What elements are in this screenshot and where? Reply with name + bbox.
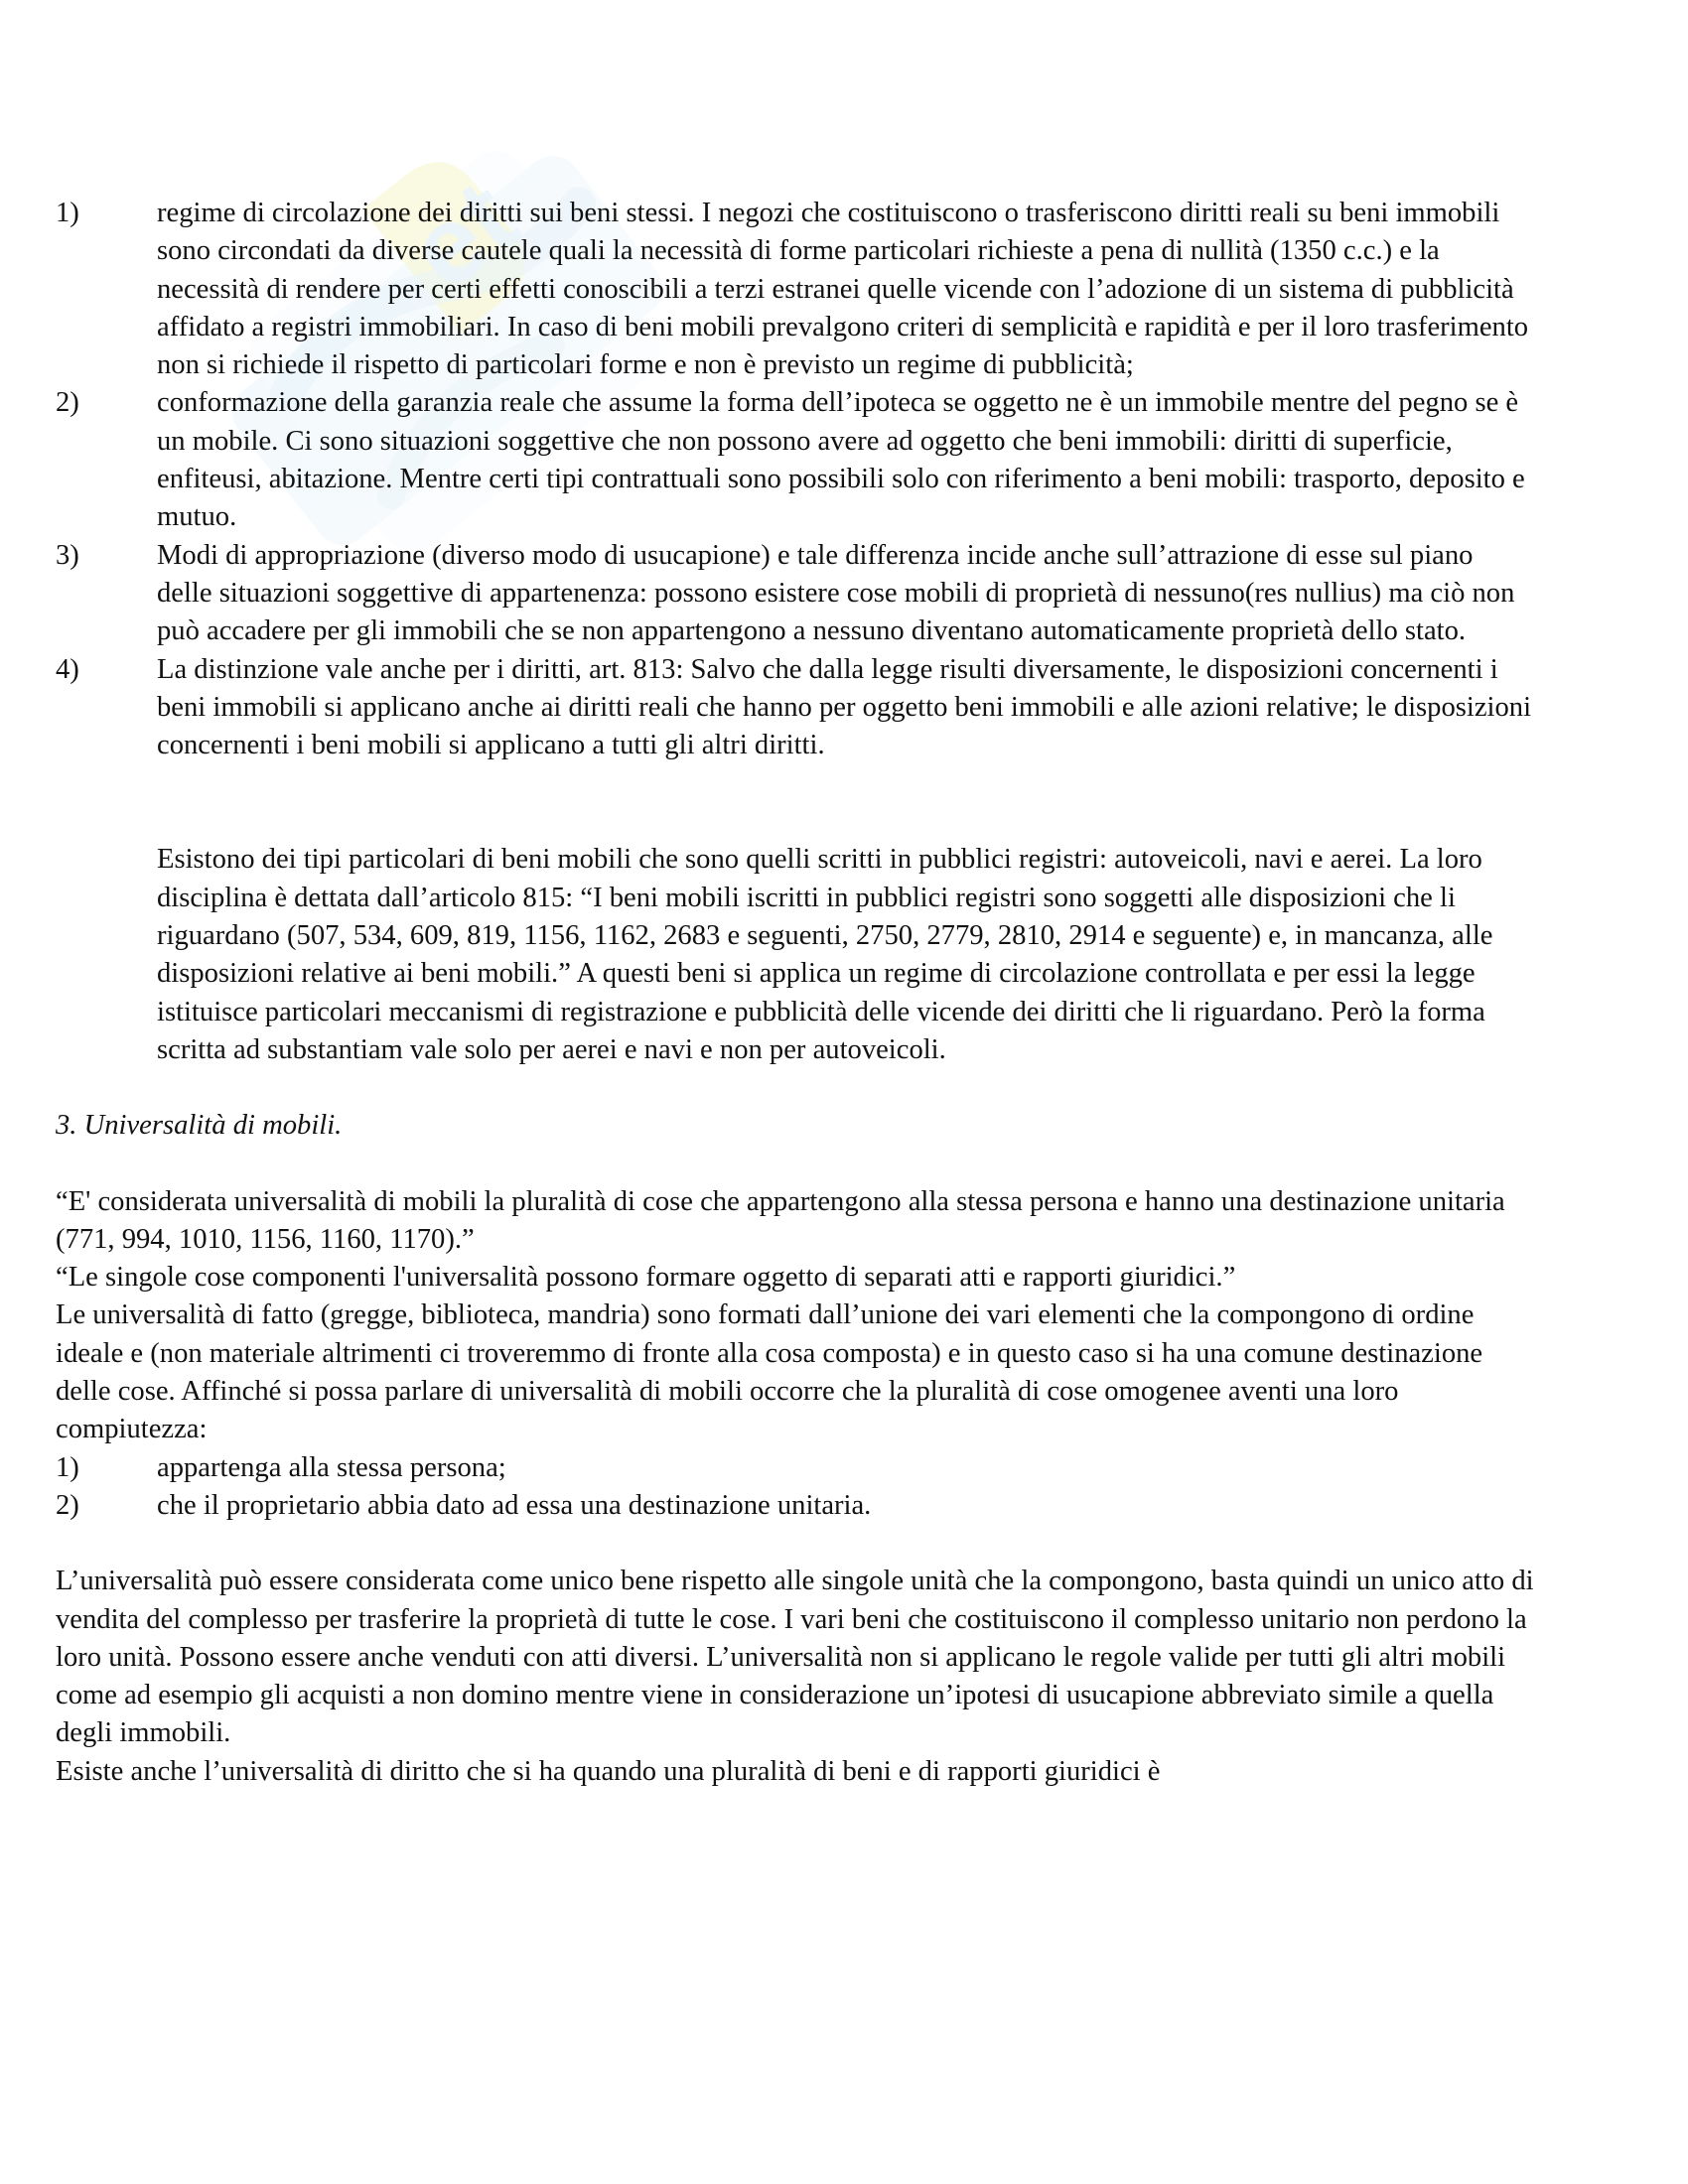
spacer [56, 1069, 1535, 1107]
document-content [56, 195, 1535, 1791]
unico-bene-paragraph: L’universalità può essere considerata come unico bene rispetto alle singole unità che la compongono, basta quindi un unico atto di vendita del complesso per trasferire la proprietà di tutte le cose. I vari beni che costituiscono il complesso unitario non perdono la loro unità. Possono essere anche venduti con atti diversi. L’universalità non si applicano le regole valide per tutti gli altri mobili come ad esempio gli acquisti a non domino mentre viene in considerazione un’ipotesi di usucapione abbreviato simile a quella degli immobili. [56, 1566, 1534, 1749]
list-item-text: regime di circolazione dei diritti sui beni stessi. I negozi che costituiscono o trasferiscono diritti reali su beni immobili sono circondati da diverse cautele quali la necessità di forme particolari richieste a pena di nullità (1350 c.c.) e la necessità di rendere per certi effetti conoscibili a terzi estranei quelle vicende con l’adozione di un sistema di pubblicità affidato a registri immobiliari. In caso di beni mobili prevalgono criteri di semplicità e rapidità e per il loro trasferimento non si richiede il rispetto di particolari forme e non è previsto un regime di pubblicità; [157, 198, 1529, 381]
watermark-text: et [386, 156, 539, 313]
section-heading: 3. Universalità di mobili. [56, 1110, 343, 1142]
list-item-text: conformazione della garanzia reale che assume la forma dell’ipoteca se oggetto ne è un immobile mentre del pegno se è un mobile. Ci sono situazioni soggettive che non possono avere ad oggetto che beni immobili: diritti di superficie, enfiteusi, abitazione. Mentre certi tipi contrattuali sono possibili solo con riferimento a beni mobili: trasporto, deposito e mutuo. [157, 387, 1525, 533]
quote-paragraph-2: “Le singole cose componenti l'universalità possono formare oggetto di separati atti e rapporti giuridici.” [56, 1262, 1236, 1294]
universalita-fatto-paragraph: Le universalità di fatto (gregge, biblioteca, mandria) sono formati dall’unione dei vari elementi che la compongono di ordine ideale e (non materiale altrimenti ci troveremmo di fronte alla cosa composta) e in questo caso si ha una comune destinazione delle cose. Affinché si possa parlare di universalità di mobili occorre che la pluralità di cose omogenee aventi una loro compiutezza: [56, 1299, 1483, 1445]
list-number: 2) [56, 387, 79, 419]
list-item [56, 1449, 1535, 1487]
list-item [56, 651, 1535, 765]
list-item [56, 195, 1535, 384]
list-item-text: appartenga alla stessa persona; [157, 1451, 506, 1483]
universalita-diritto-paragraph: Esiste anche l’universalità di diritto che si ha quando una pluralità di beni e di rapporti giuridici è [56, 1755, 1161, 1787]
requirements-list [56, 1449, 1535, 1526]
spacer [56, 764, 1535, 841]
quote-paragraph-1: “E' considerata universalità di mobili la pluralità di cose che appartengono alla stessa persona e hanno una destinazione unitaria (771, 994, 1010, 1156, 1160, 1170).” [56, 1185, 1505, 1255]
spacer [56, 1525, 1535, 1563]
registri-paragraph: Esistono dei tipi particolari di beni mobili che sono quelli scritti in pubblici registri: autoveicoli, navi e aerei. La loro disciplina è dettata dall’articolo 815: “I beni mobili iscritti in pubblici registri sono soggetti alle disposizioni che li riguardano (507, 534, 609, 819, 1156, 1162, 2683 e seguenti, 2750, 2779, 2810, 2914 e seguente) e, in mancanza, alle disposizioni relative ai beni mobili.” A questi beni si applica un regime di circolazione controllata e per essi la legge istituisce particolari meccanismi di registrazione e pubblicità delle vicende dei diritti che li riguardano. Però la forma scritta ad substantiam vale solo per aerei e navi e non per autoveicoli. [157, 844, 1493, 1065]
list-number: 1) [56, 198, 79, 228]
list-item-text: Modi di appropriazione (diverso modo di usucapione) e tale differenza incide anche sull’attrazione di esse sul piano delle situazioni soggettive di appartenenza: possono esistere cose mobili di proprietà di nessuno(res nullius) ma ciò non può accadere per gli immobili che se non appartengono a nessuno diventano automaticamente proprietà dello stato. [157, 539, 1515, 647]
list-item [56, 384, 1535, 536]
list-number: 3) [56, 539, 79, 571]
list-number: 2) [56, 1489, 79, 1521]
list-number: 1) [56, 1451, 79, 1483]
list-item-text: che il proprietario abbia dato ad essa una destinazione unitaria. [157, 1489, 872, 1521]
list-item [56, 537, 1535, 651]
list-item-text: La distinzione vale anche per i diritti, art. 813: Salvo che dalla legge risulti diversamente, le disposizioni concernenti i beni immobili si applicano anche ai diritti reali che hanno per oggetto beni immobili e alle azioni relative; le disposizioni concernenti i beni mobili si applicano a tutti gli altri diritti. [157, 653, 1532, 761]
immobili-mobili-list [56, 195, 1535, 764]
list-number: 4) [56, 653, 79, 685]
list-item [56, 1487, 1535, 1525]
spacer [56, 1146, 1535, 1183]
